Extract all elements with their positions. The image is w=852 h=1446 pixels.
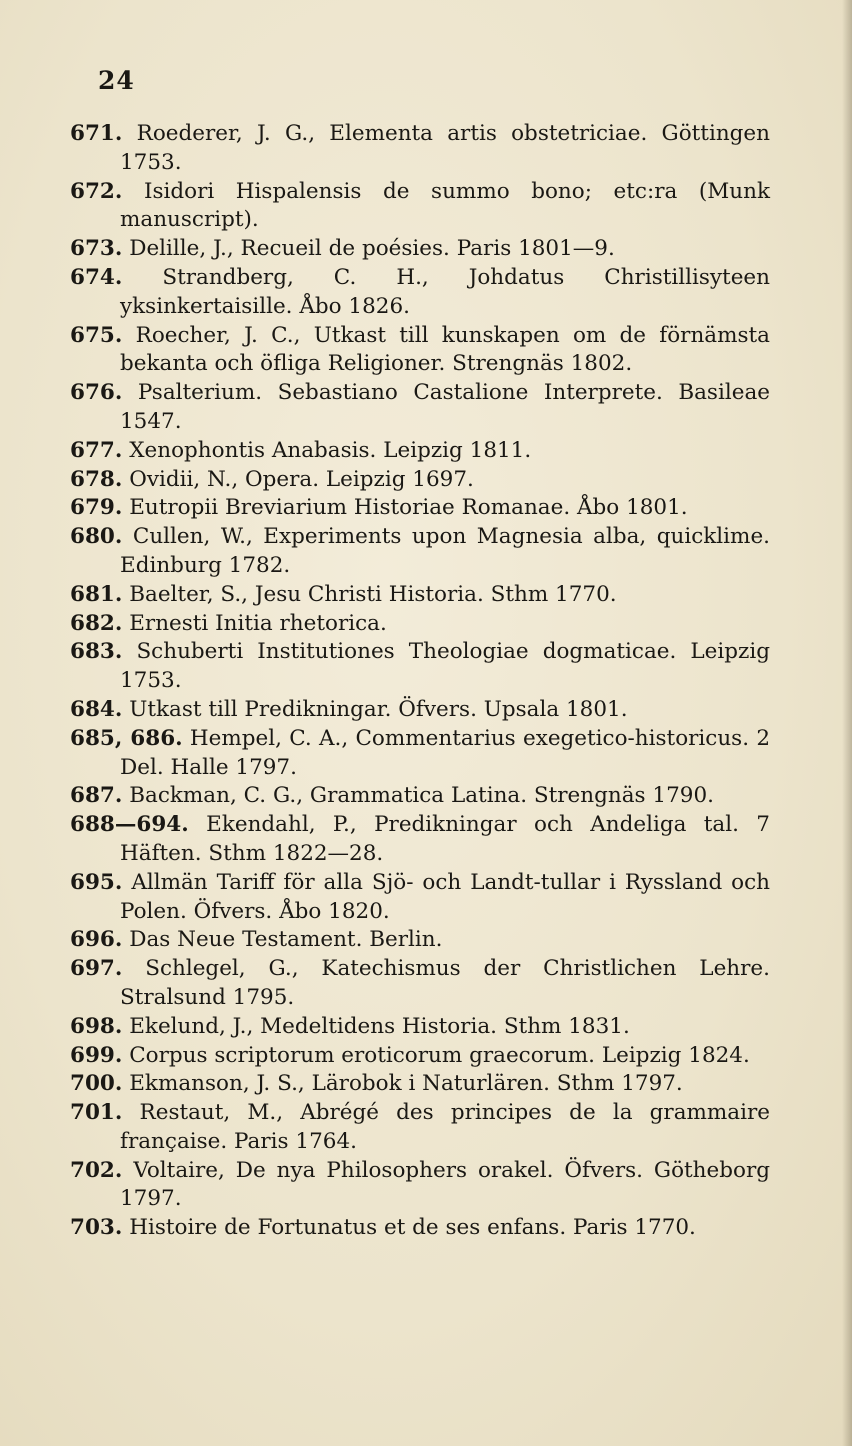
catalog-entry (70, 523, 770, 581)
catalog-entry (70, 610, 770, 639)
catalog-entry (70, 1099, 770, 1157)
entry-text: Restaut, M., Abrégé des principes de la grammaire française. Paris 1764. (120, 1100, 770, 1154)
catalog-entry (70, 926, 770, 955)
entry-number: 698. (70, 1013, 123, 1039)
catalog-entry (70, 725, 770, 783)
page-number: 24 (98, 66, 135, 95)
entry-text: Roecher, J. C., Utkast till kunskapen om de förnämsta bekanta och öfliga Religioner. Strengnäs 1802. (120, 322, 770, 377)
entry-text: Roederer, J. G., Elementa artis obstetriciae. Göttingen 1753. (120, 121, 770, 175)
catalog-entry (70, 120, 770, 178)
catalog-entry (70, 437, 770, 466)
catalog-entry (70, 638, 770, 696)
catalog-entry (70, 1070, 770, 1099)
catalog-entry (70, 1013, 770, 1042)
entry-number: 703. (70, 1215, 123, 1241)
catalog-entry (70, 264, 770, 322)
entry-number: 678. (70, 466, 123, 492)
catalog-entries (70, 120, 770, 1243)
catalog-entry (70, 1214, 770, 1243)
entry-number: 699. (70, 1042, 123, 1068)
entry-number: 672. (70, 178, 123, 204)
catalog-entry (70, 696, 770, 725)
entry-number: 674. (70, 264, 123, 290)
catalog-entry (70, 178, 770, 236)
entry-text: Utkast till Predikningar. Öfvers. Upsala 1801. (129, 696, 628, 722)
catalog-entry (70, 811, 770, 869)
entry-number: 671. (70, 121, 123, 146)
catalog-entry (70, 581, 770, 610)
entry-text: Voltaire, De nya Philosophers orakel. Öfvers. Götheborg 1797. (120, 1157, 770, 1212)
entry-number: 680. (70, 524, 123, 550)
page-edge-shadow (842, 0, 852, 1446)
entry-number: 684. (70, 696, 123, 722)
entry-text: Ekmanson, J. S., Lärobok i Naturlären. Sthm 1797. (129, 1071, 683, 1097)
entry-text: Schuberti Institutiones Theologiae dogmaticae. Leipzig 1753. (120, 639, 770, 694)
entry-number: 685, 686. (70, 725, 183, 751)
catalog-entry (70, 1157, 770, 1215)
entry-text: Das Neue Testament. Berlin. (129, 927, 443, 953)
entry-number: 683. (70, 639, 123, 665)
entry-text: Ekendahl, P., Predikningar och Andeliga tal. 7 Häften. Sthm 1822—28. (120, 812, 770, 866)
entry-text: Ernesti Initia rhetorica. (129, 610, 387, 636)
entry-number: 702. (70, 1157, 123, 1183)
entry-number: 696. (70, 927, 123, 953)
entry-number: 675. (70, 322, 123, 348)
entry-number: 687. (70, 783, 123, 809)
entry-text: Allmän Tariff för alla Sjö- och Landt-tullar i Ryssland och Polen. Öfvers. Åbo 1820. (120, 869, 770, 924)
entry-text: Isidori Hispalensis de summo bono; etc:ra (Munk manuscript). (120, 178, 770, 233)
catalog-entry (70, 235, 770, 264)
catalog-entry (70, 955, 770, 1013)
entry-number: 697. (70, 956, 123, 982)
entry-number: 682. (70, 610, 123, 636)
entry-number: 673. (70, 236, 123, 262)
entry-number: 701. (70, 1100, 123, 1126)
entry-text: Eutropii Breviarium Historiae Romanae. Åbo 1801. (129, 495, 688, 521)
entry-text: Psalterium. Sebastiano Castalione Interprete. Basileae 1547. (120, 380, 770, 434)
entry-number: 695. (70, 869, 123, 895)
catalog-entry (70, 466, 770, 495)
entry-number: 700. (70, 1071, 123, 1097)
entry-text: Strandberg, C. H., Johdatus Christillisyteen yksinkertaisille. Åbo 1826. (120, 264, 770, 319)
entry-number: 676. (70, 380, 123, 406)
entry-text: Xenophontis Anabasis. Leipzig 1811. (129, 437, 532, 463)
entry-text: Cullen, W., Experiments upon Magnesia alba, quicklime. Edinburg 1782. (120, 524, 771, 578)
entry-number: 681. (70, 581, 123, 607)
catalog-entry (70, 1042, 770, 1071)
catalog-entry (70, 869, 770, 927)
entry-text: Ekelund, J., Medeltidens Historia. Sthm 1831. (129, 1013, 630, 1039)
entry-text: Delille, J., Recueil de poésies. Paris 1801—9. (129, 236, 615, 262)
entry-text: Ovidii, N., Opera. Leipzig 1697. (129, 466, 474, 492)
catalog-entry (70, 494, 770, 523)
entry-number: 688—694. (70, 812, 189, 838)
entry-text: Histoire de Fortunatus et de ses enfans. Paris 1770. (129, 1215, 696, 1241)
entry-text: Baelter, S., Jesu Christi Historia. Sthm 1770. (129, 581, 617, 607)
entry-text: Corpus scriptorum eroticorum graecorum. Leipzig 1824. (129, 1042, 750, 1068)
catalog-entry (70, 379, 770, 437)
catalog-entry (70, 322, 770, 380)
entry-text: Backman, C. G., Grammatica Latina. Strengnäs 1790. (129, 783, 714, 809)
catalog-entry (70, 782, 770, 811)
entry-text: Schlegel, G., Katechismus der Christlichen Lehre. Stralsund 1795. (120, 956, 770, 1010)
entry-text: Hempel, C. A., Commentarius exegetico-historicus. 2 Del. Halle 1797. (120, 725, 770, 780)
entry-number: 677. (70, 437, 123, 463)
entry-number: 679. (70, 495, 123, 521)
